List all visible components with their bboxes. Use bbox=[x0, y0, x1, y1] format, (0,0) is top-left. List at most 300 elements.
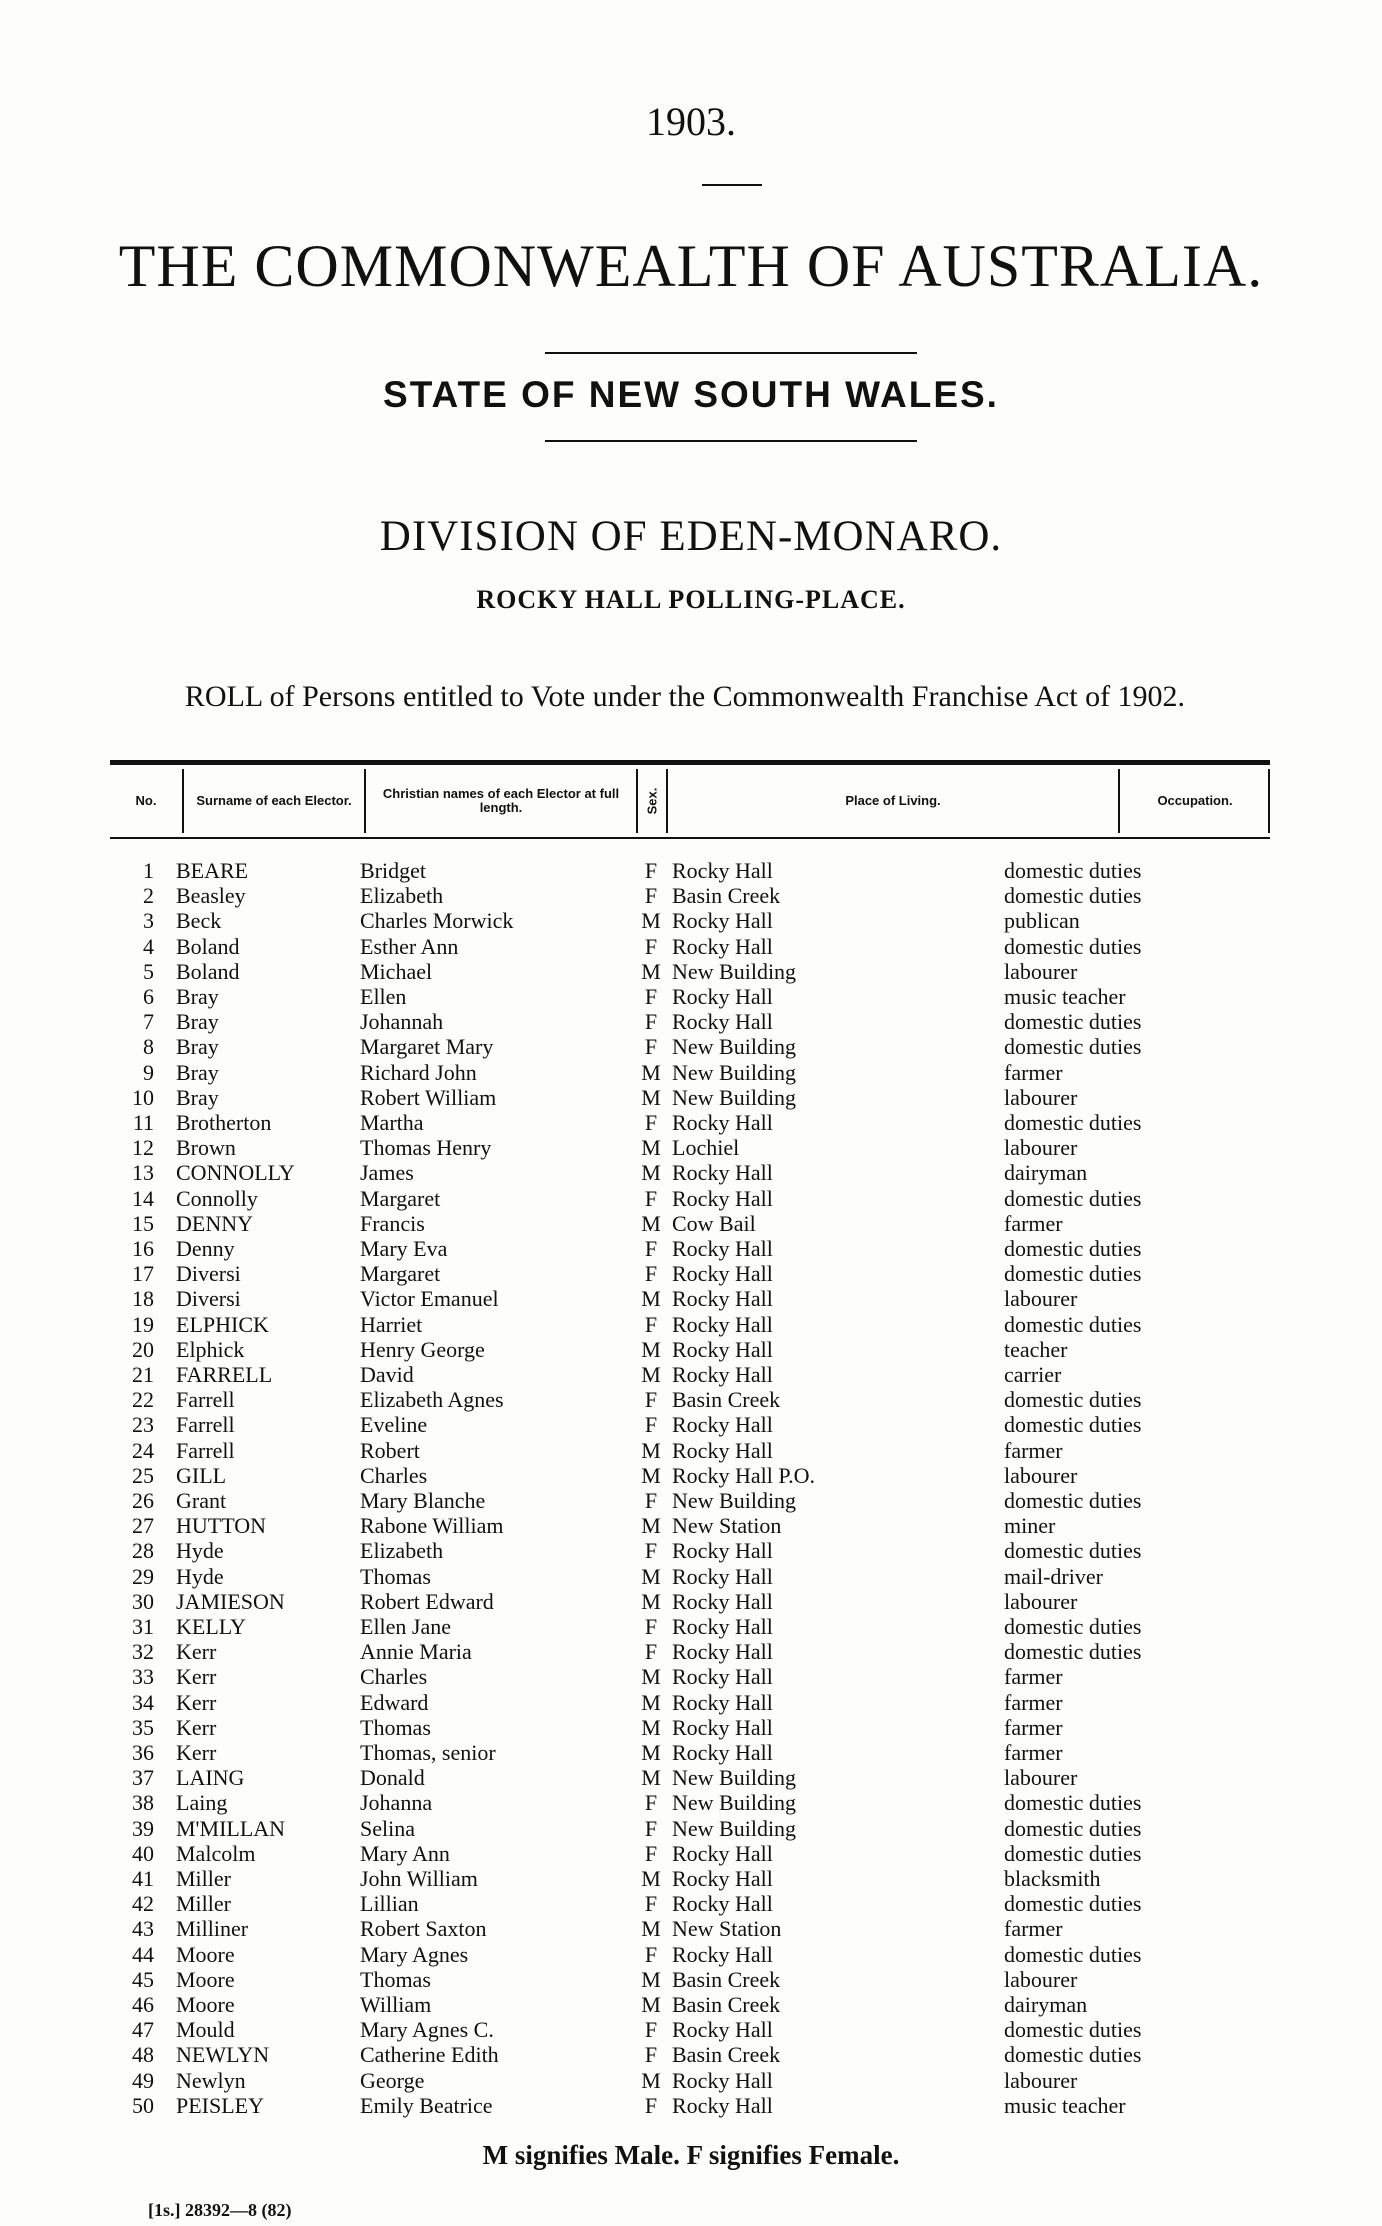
elector-place-of-living: Rocky Hall bbox=[672, 1866, 773, 1891]
elector-number: 17 bbox=[132, 1261, 154, 1287]
elector-sex: M bbox=[641, 908, 661, 934]
elector-number: 32 bbox=[132, 1639, 154, 1665]
elector-sex: F bbox=[644, 1261, 658, 1287]
elector-number: 34 bbox=[132, 1689, 154, 1715]
elector-sex: F bbox=[644, 2042, 658, 2068]
elector-place-of-living: Rocky Hall bbox=[672, 1412, 773, 1438]
elector-number: 12 bbox=[132, 1135, 154, 1161]
elector-occupation: domestic duties bbox=[1004, 2017, 1142, 2043]
elector-number: 26 bbox=[132, 1488, 154, 1513]
elector-christian-names: David bbox=[360, 1362, 414, 1387]
elector-sex: F bbox=[644, 1891, 658, 1917]
table-row bbox=[0, 2017, 1382, 2042]
elector-surname: Farrell bbox=[176, 1437, 235, 1463]
elector-occupation: domestic duties bbox=[1004, 1110, 1142, 1135]
elector-sex: F bbox=[644, 1538, 658, 1564]
table-row bbox=[0, 1715, 1382, 1740]
elector-occupation: domestic duties bbox=[1004, 1412, 1142, 1438]
elector-surname: Moore bbox=[176, 1992, 235, 2017]
header-no: No. bbox=[135, 793, 157, 808]
elector-christian-names: Margaret bbox=[360, 1185, 441, 1211]
elector-place-of-living: New Building bbox=[672, 958, 797, 984]
elector-sex: F bbox=[644, 1412, 658, 1438]
table-row bbox=[0, 1614, 1382, 1639]
state-heading: STATE OF NEW SOUTH WALES. bbox=[383, 374, 999, 415]
elector-surname: Miller bbox=[176, 1891, 231, 1917]
elector-occupation: domestic duties bbox=[1004, 1790, 1142, 1816]
elector-place-of-living: Rocky Hall bbox=[672, 1614, 773, 1639]
elector-place-of-living: Rocky Hall bbox=[672, 1009, 773, 1035]
elector-surname: Brown bbox=[176, 1135, 236, 1161]
elector-occupation: domestic duties bbox=[1004, 1236, 1142, 1261]
elector-place-of-living: Basin Creek bbox=[672, 1387, 781, 1413]
elector-place-of-living: Rocky Hall bbox=[672, 1437, 773, 1463]
elector-surname: NEWLYN bbox=[176, 2042, 270, 2068]
elector-sex: F bbox=[644, 1815, 658, 1841]
table-row bbox=[0, 1664, 1382, 1689]
elector-occupation: farmer bbox=[1004, 1437, 1063, 1463]
elector-number: 9 bbox=[143, 1059, 154, 1085]
elector-occupation: domestic duties bbox=[1004, 1009, 1142, 1035]
table-row bbox=[0, 1312, 1382, 1337]
elector-christian-names: John William bbox=[360, 1866, 478, 1891]
elector-place-of-living: Rocky Hall bbox=[672, 984, 773, 1009]
elector-surname: Kerr bbox=[176, 1714, 217, 1740]
elector-sex: M bbox=[641, 2067, 661, 2093]
elector-christian-names: Martha bbox=[360, 1110, 424, 1135]
elector-christian-names: Charles Morwick bbox=[360, 908, 514, 934]
table-row bbox=[0, 1110, 1382, 1135]
elector-christian-names: Emily Beatrice bbox=[360, 2092, 493, 2118]
elector-christian-names: Ellen bbox=[360, 984, 407, 1009]
elector-number: 49 bbox=[132, 2067, 154, 2093]
elector-place-of-living: Rocky Hall bbox=[672, 1714, 773, 1740]
elector-number: 21 bbox=[132, 1362, 154, 1387]
roll-heading: ROLL of Persons entitled to Vote under the Commonwealth Franchise Act of 1902. bbox=[184, 680, 1186, 713]
elector-surname: Farrell bbox=[176, 1412, 235, 1438]
table-row bbox=[0, 1211, 1382, 1236]
header-place-of-living: Place of Living. bbox=[845, 793, 941, 808]
table-row bbox=[0, 1891, 1382, 1916]
elector-sex: M bbox=[641, 1765, 661, 1791]
elector-occupation: farmer bbox=[1004, 1740, 1063, 1765]
elector-number: 47 bbox=[132, 2017, 154, 2043]
elector-number: 29 bbox=[132, 1563, 154, 1589]
elector-sex: M bbox=[641, 1336, 661, 1362]
elector-occupation: domestic duties bbox=[1004, 2042, 1142, 2068]
elector-place-of-living: New Building bbox=[672, 1765, 797, 1791]
elector-place-of-living: Rocky Hall bbox=[672, 1538, 773, 1564]
elector-christian-names: Victor Emanuel bbox=[360, 1286, 499, 1312]
elector-occupation: domestic duties bbox=[1004, 1941, 1142, 1967]
elector-surname: M'MILLAN bbox=[176, 1815, 286, 1841]
header-sex bbox=[638, 765, 666, 837]
elector-occupation: labourer bbox=[1004, 958, 1078, 984]
divider-rule bbox=[545, 352, 917, 354]
elector-occupation: mail-driver bbox=[1004, 1563, 1103, 1589]
table-row bbox=[0, 984, 1382, 1009]
elector-occupation: labourer bbox=[1004, 1462, 1078, 1488]
elector-number: 20 bbox=[132, 1336, 154, 1362]
elector-surname: Beasley bbox=[176, 883, 246, 909]
elector-sex: M bbox=[641, 1160, 661, 1186]
elector-surname: HUTTON bbox=[176, 1513, 267, 1539]
elector-number: 15 bbox=[132, 1210, 154, 1236]
elector-number: 27 bbox=[132, 1513, 154, 1539]
elector-christian-names: Thomas Henry bbox=[360, 1135, 492, 1161]
elector-place-of-living: Rocky Hall bbox=[672, 1563, 773, 1589]
elector-surname: ELPHICK bbox=[176, 1311, 269, 1337]
elector-place-of-living: Basin Creek bbox=[672, 883, 781, 909]
elector-number: 39 bbox=[132, 1815, 154, 1841]
elector-sex: F bbox=[644, 1009, 658, 1035]
elector-number: 5 bbox=[143, 958, 154, 984]
elector-number: 40 bbox=[132, 1840, 154, 1866]
table-row bbox=[0, 1816, 1382, 1841]
column-divider bbox=[1268, 769, 1270, 833]
elector-number: 18 bbox=[132, 1286, 154, 1312]
elector-occupation: labourer bbox=[1004, 1135, 1078, 1161]
elector-sex: F bbox=[644, 1387, 658, 1413]
elector-number: 11 bbox=[132, 1110, 154, 1135]
elector-christian-names: Elizabeth bbox=[360, 883, 444, 909]
elector-occupation: domestic duties bbox=[1004, 1815, 1142, 1841]
table-row bbox=[0, 1564, 1382, 1589]
elector-christian-names: Thomas, senior bbox=[360, 1740, 496, 1765]
elector-christian-names: Richard John bbox=[360, 1059, 477, 1085]
elector-sex: M bbox=[641, 1664, 661, 1690]
elector-occupation: domestic duties bbox=[1004, 1639, 1142, 1665]
elector-place-of-living: Rocky Hall bbox=[672, 1362, 773, 1387]
table-row bbox=[0, 1085, 1382, 1110]
elector-occupation: labourer bbox=[1004, 2067, 1078, 2093]
elector-occupation: miner bbox=[1004, 1513, 1056, 1539]
elector-sex: F bbox=[644, 1488, 658, 1513]
elector-christian-names: Thomas bbox=[360, 1563, 431, 1589]
elector-surname: Brotherton bbox=[176, 1110, 272, 1135]
elector-place-of-living: Rocky Hall bbox=[672, 1110, 773, 1135]
elector-sex: M bbox=[641, 1966, 661, 1992]
table-row bbox=[0, 1639, 1382, 1664]
elector-place-of-living: Basin Creek bbox=[672, 1966, 781, 1992]
elector-place-of-living: Basin Creek bbox=[672, 1992, 781, 2017]
table-row bbox=[0, 1034, 1382, 1059]
elector-place-of-living: New Station bbox=[672, 1916, 782, 1942]
elector-number: 22 bbox=[132, 1387, 154, 1413]
elector-place-of-living: Rocky Hall bbox=[672, 1740, 773, 1765]
elector-sex: F bbox=[644, 1840, 658, 1866]
elector-occupation: dairyman bbox=[1004, 1992, 1088, 2017]
elector-occupation: domestic duties bbox=[1004, 1840, 1142, 1866]
elector-christian-names: Margaret Mary bbox=[360, 1034, 494, 1060]
elector-christian-names: Eveline bbox=[360, 1412, 428, 1438]
table-row bbox=[0, 1866, 1382, 1891]
table-row bbox=[0, 1740, 1382, 1765]
elector-number: 1 bbox=[143, 858, 154, 883]
elector-occupation: domestic duties bbox=[1004, 1185, 1142, 1211]
elector-place-of-living: Rocky Hall bbox=[672, 1588, 773, 1614]
elector-christian-names: James bbox=[360, 1160, 414, 1186]
elector-sex: M bbox=[641, 1135, 661, 1161]
elector-christian-names: Mary Eva bbox=[360, 1236, 448, 1261]
elector-surname: Beck bbox=[176, 908, 222, 934]
elector-occupation: domestic duties bbox=[1004, 933, 1142, 959]
elector-christian-names: Annie Maria bbox=[360, 1639, 472, 1665]
elector-sex: M bbox=[641, 1210, 661, 1236]
elector-surname: PEISLEY bbox=[176, 2092, 264, 2118]
elector-occupation: farmer bbox=[1004, 1664, 1063, 1690]
elector-occupation: carrier bbox=[1004, 1362, 1062, 1387]
header-christian-names: Christian names of each Elector at full length. bbox=[382, 786, 620, 815]
elector-occupation: labourer bbox=[1004, 1966, 1078, 1992]
elector-surname: Farrell bbox=[176, 1387, 235, 1413]
elector-occupation: domestic duties bbox=[1004, 1034, 1142, 1060]
elector-sex: M bbox=[641, 1059, 661, 1085]
elector-christian-names: Thomas bbox=[360, 1714, 431, 1740]
elector-place-of-living: Rocky Hall bbox=[672, 1891, 773, 1917]
elector-occupation: domestic duties bbox=[1004, 1538, 1142, 1564]
elector-place-of-living: New Building bbox=[672, 1815, 797, 1841]
header-sex-label: Sex. bbox=[644, 787, 659, 815]
elector-place-of-living: Rocky Hall bbox=[672, 1941, 773, 1967]
elector-place-of-living: Rocky Hall bbox=[672, 1664, 773, 1690]
elector-occupation: domestic duties bbox=[1004, 883, 1142, 909]
elector-number: 42 bbox=[132, 1891, 154, 1917]
elector-place-of-living: Rocky Hall bbox=[672, 2067, 773, 2093]
elector-number: 25 bbox=[132, 1462, 154, 1488]
elector-surname: Bray bbox=[176, 1059, 219, 1085]
table-row bbox=[0, 1387, 1382, 1412]
table-row bbox=[0, 1992, 1382, 2017]
elector-surname: Boland bbox=[176, 933, 240, 959]
table-row bbox=[0, 858, 1382, 883]
table-row bbox=[0, 959, 1382, 984]
elector-place-of-living: Rocky Hall bbox=[672, 2017, 773, 2043]
elector-sex: M bbox=[641, 1286, 661, 1312]
table-row bbox=[0, 1841, 1382, 1866]
elector-christian-names: Catherine Edith bbox=[360, 2042, 499, 2068]
elector-occupation: domestic duties bbox=[1004, 1261, 1142, 1287]
elector-place-of-living: Rocky Hall bbox=[672, 2092, 773, 2118]
elector-surname: Kerr bbox=[176, 1664, 217, 1690]
elector-sex: F bbox=[644, 1639, 658, 1665]
elector-sex: M bbox=[641, 1992, 661, 2017]
elector-surname: CONNOLLY bbox=[176, 1160, 295, 1186]
elector-place-of-living: Rocky Hall bbox=[672, 858, 773, 883]
elector-place-of-living: Rocky Hall bbox=[672, 933, 773, 959]
elector-christian-names: Mary Agnes bbox=[360, 1941, 469, 1967]
elector-occupation: farmer bbox=[1004, 1689, 1063, 1715]
elector-place-of-living: Rocky Hall bbox=[672, 1689, 773, 1715]
elector-place-of-living: New Building bbox=[672, 1059, 797, 1085]
elector-christian-names: Johanna bbox=[360, 1790, 433, 1816]
table-row bbox=[0, 883, 1382, 908]
elector-surname: Laing bbox=[176, 1790, 228, 1816]
elector-number: 44 bbox=[132, 1941, 154, 1967]
elector-number: 33 bbox=[132, 1664, 154, 1690]
elector-number: 24 bbox=[132, 1437, 154, 1463]
elector-number: 3 bbox=[143, 908, 154, 934]
elector-occupation: labourer bbox=[1004, 1588, 1078, 1614]
elector-occupation: farmer bbox=[1004, 1714, 1063, 1740]
elector-sex: M bbox=[641, 1916, 661, 1942]
elector-christian-names: Donald bbox=[360, 1765, 425, 1791]
elector-surname: Moore bbox=[176, 1941, 235, 1967]
elector-christian-names: Harriet bbox=[360, 1311, 423, 1337]
elector-sex: M bbox=[641, 1513, 661, 1539]
elector-christian-names: George bbox=[360, 2067, 425, 2093]
elector-place-of-living: Cow Bail bbox=[672, 1210, 756, 1236]
table-row bbox=[0, 2093, 1382, 2118]
elector-occupation: farmer bbox=[1004, 1210, 1063, 1236]
sex-legend: M signifies Male. F signifies Female. bbox=[482, 2140, 900, 2170]
elector-number: 8 bbox=[143, 1034, 154, 1060]
elector-surname: Bray bbox=[176, 984, 219, 1009]
elector-surname: BEARE bbox=[176, 858, 249, 883]
elector-occupation: domestic duties bbox=[1004, 1387, 1142, 1413]
elector-place-of-living: Rocky Hall bbox=[672, 908, 773, 934]
table-row bbox=[0, 908, 1382, 933]
elector-surname: Hyde bbox=[176, 1563, 224, 1589]
elector-christian-names: Esther Ann bbox=[360, 933, 459, 959]
elector-occupation: domestic duties bbox=[1004, 1488, 1142, 1513]
elector-place-of-living: Rocky Hall bbox=[672, 1261, 773, 1287]
elector-christian-names: Robert William bbox=[360, 1084, 497, 1110]
elector-christian-names: Robert Edward bbox=[360, 1588, 494, 1614]
elector-number: 19 bbox=[132, 1311, 154, 1337]
printer-reference: [1s.] 28392—8 (82) bbox=[148, 2200, 292, 2220]
header-surname: Surname of each Elector. bbox=[196, 793, 352, 808]
elector-place-of-living: Basin Creek bbox=[672, 2042, 781, 2068]
table-row bbox=[0, 2042, 1382, 2067]
table-row bbox=[0, 1538, 1382, 1563]
table-row bbox=[0, 1009, 1382, 1034]
elector-surname: Bray bbox=[176, 1034, 219, 1060]
elector-number: 43 bbox=[132, 1916, 154, 1942]
elector-place-of-living: Rocky Hall bbox=[672, 1336, 773, 1362]
elector-number: 38 bbox=[132, 1790, 154, 1816]
elector-surname: DENNY bbox=[176, 1210, 253, 1236]
elector-number: 10 bbox=[132, 1084, 154, 1110]
elector-sex: M bbox=[641, 1866, 661, 1891]
table-row bbox=[0, 1463, 1382, 1488]
elector-number: 23 bbox=[132, 1412, 154, 1438]
elector-surname: Kerr bbox=[176, 1639, 217, 1665]
elector-sex: F bbox=[644, 1311, 658, 1337]
elector-occupation: publican bbox=[1004, 908, 1080, 934]
elector-surname: Boland bbox=[176, 958, 240, 984]
elector-place-of-living: New Building bbox=[672, 1084, 797, 1110]
elector-place-of-living: Rocky Hall bbox=[672, 1160, 773, 1186]
table-row bbox=[0, 1765, 1382, 1790]
elector-surname: Bray bbox=[176, 1084, 219, 1110]
table-row bbox=[0, 1286, 1382, 1311]
elector-sex: F bbox=[644, 1790, 658, 1816]
table-row bbox=[0, 1790, 1382, 1815]
elector-place-of-living: Rocky Hall bbox=[672, 1840, 773, 1866]
elector-occupation: labourer bbox=[1004, 1286, 1078, 1312]
elector-number: 6 bbox=[143, 984, 154, 1009]
elector-sex: M bbox=[641, 1362, 661, 1387]
elector-number: 31 bbox=[132, 1614, 154, 1639]
elector-sex: F bbox=[644, 858, 658, 883]
elector-surname: Moore bbox=[176, 1966, 235, 1992]
table-row bbox=[0, 1337, 1382, 1362]
table-row bbox=[0, 1135, 1382, 1160]
elector-sex: M bbox=[641, 1084, 661, 1110]
elector-place-of-living: Rocky Hall bbox=[672, 1639, 773, 1665]
elector-place-of-living: New Building bbox=[672, 1034, 797, 1060]
elector-surname: Diversi bbox=[176, 1286, 241, 1312]
elector-surname: JAMIESON bbox=[176, 1588, 285, 1614]
elector-sex: F bbox=[644, 1614, 658, 1639]
table-row bbox=[0, 1261, 1382, 1286]
elector-christian-names: Mary Blanche bbox=[360, 1488, 486, 1513]
elector-sex: F bbox=[644, 1236, 658, 1261]
division-heading: DIVISION OF EDEN-MONARO. bbox=[379, 513, 1003, 560]
elector-sex: M bbox=[641, 1689, 661, 1715]
elector-christian-names: Francis bbox=[360, 1210, 425, 1236]
elector-occupation: farmer bbox=[1004, 1916, 1063, 1942]
elector-occupation: farmer bbox=[1004, 1059, 1063, 1085]
elector-christian-names: William bbox=[360, 1992, 432, 2017]
elector-occupation: music teacher bbox=[1004, 2092, 1126, 2118]
elector-sex: F bbox=[644, 1185, 658, 1211]
elector-surname: Connolly bbox=[176, 1185, 258, 1211]
elector-occupation: domestic duties bbox=[1004, 858, 1142, 883]
elector-number: 45 bbox=[132, 1966, 154, 1992]
elector-number: 30 bbox=[132, 1588, 154, 1614]
elector-sex: M bbox=[641, 1437, 661, 1463]
elector-sex: F bbox=[644, 2017, 658, 2043]
elector-christian-names: Mary Agnes C. bbox=[360, 2017, 494, 2043]
elector-surname: Diversi bbox=[176, 1261, 241, 1287]
elector-surname: Newlyn bbox=[176, 2067, 246, 2093]
elector-surname: Miller bbox=[176, 1866, 231, 1891]
elector-christian-names: Michael bbox=[360, 958, 433, 984]
elector-surname: LAING bbox=[176, 1765, 245, 1791]
elector-place-of-living: New Building bbox=[672, 1488, 797, 1513]
elector-place-of-living: Lochiel bbox=[672, 1135, 740, 1161]
year: 1903. bbox=[646, 99, 736, 144]
elector-occupation: teacher bbox=[1004, 1336, 1068, 1362]
elector-number: 46 bbox=[132, 1992, 154, 2017]
elector-occupation: labourer bbox=[1004, 1084, 1078, 1110]
elector-christian-names: Charles bbox=[360, 1462, 428, 1488]
elector-surname: FARRELL bbox=[176, 1362, 273, 1387]
table-row bbox=[0, 1488, 1382, 1513]
elector-christian-names: Edward bbox=[360, 1689, 429, 1715]
elector-number: 16 bbox=[132, 1236, 154, 1261]
header-occupation: Occupation. bbox=[1157, 793, 1233, 808]
elector-sex: F bbox=[644, 984, 658, 1009]
elector-christian-names: Thomas bbox=[360, 1966, 431, 1992]
elector-sex: M bbox=[641, 1588, 661, 1614]
elector-sex: M bbox=[641, 1714, 661, 1740]
table-row bbox=[0, 1942, 1382, 1967]
elector-surname: Denny bbox=[176, 1236, 235, 1261]
elector-christian-names: Robert Saxton bbox=[360, 1916, 487, 1942]
elector-surname: Milliner bbox=[176, 1916, 249, 1942]
elector-number: 41 bbox=[132, 1866, 154, 1891]
elector-number: 14 bbox=[132, 1185, 154, 1211]
elector-christian-names: Margaret bbox=[360, 1261, 441, 1287]
elector-number: 37 bbox=[132, 1765, 154, 1791]
elector-place-of-living: Rocky Hall bbox=[672, 1311, 773, 1337]
elector-surname: Bray bbox=[176, 1009, 219, 1035]
table-row bbox=[0, 934, 1382, 959]
elector-occupation: domestic duties bbox=[1004, 1891, 1142, 1917]
